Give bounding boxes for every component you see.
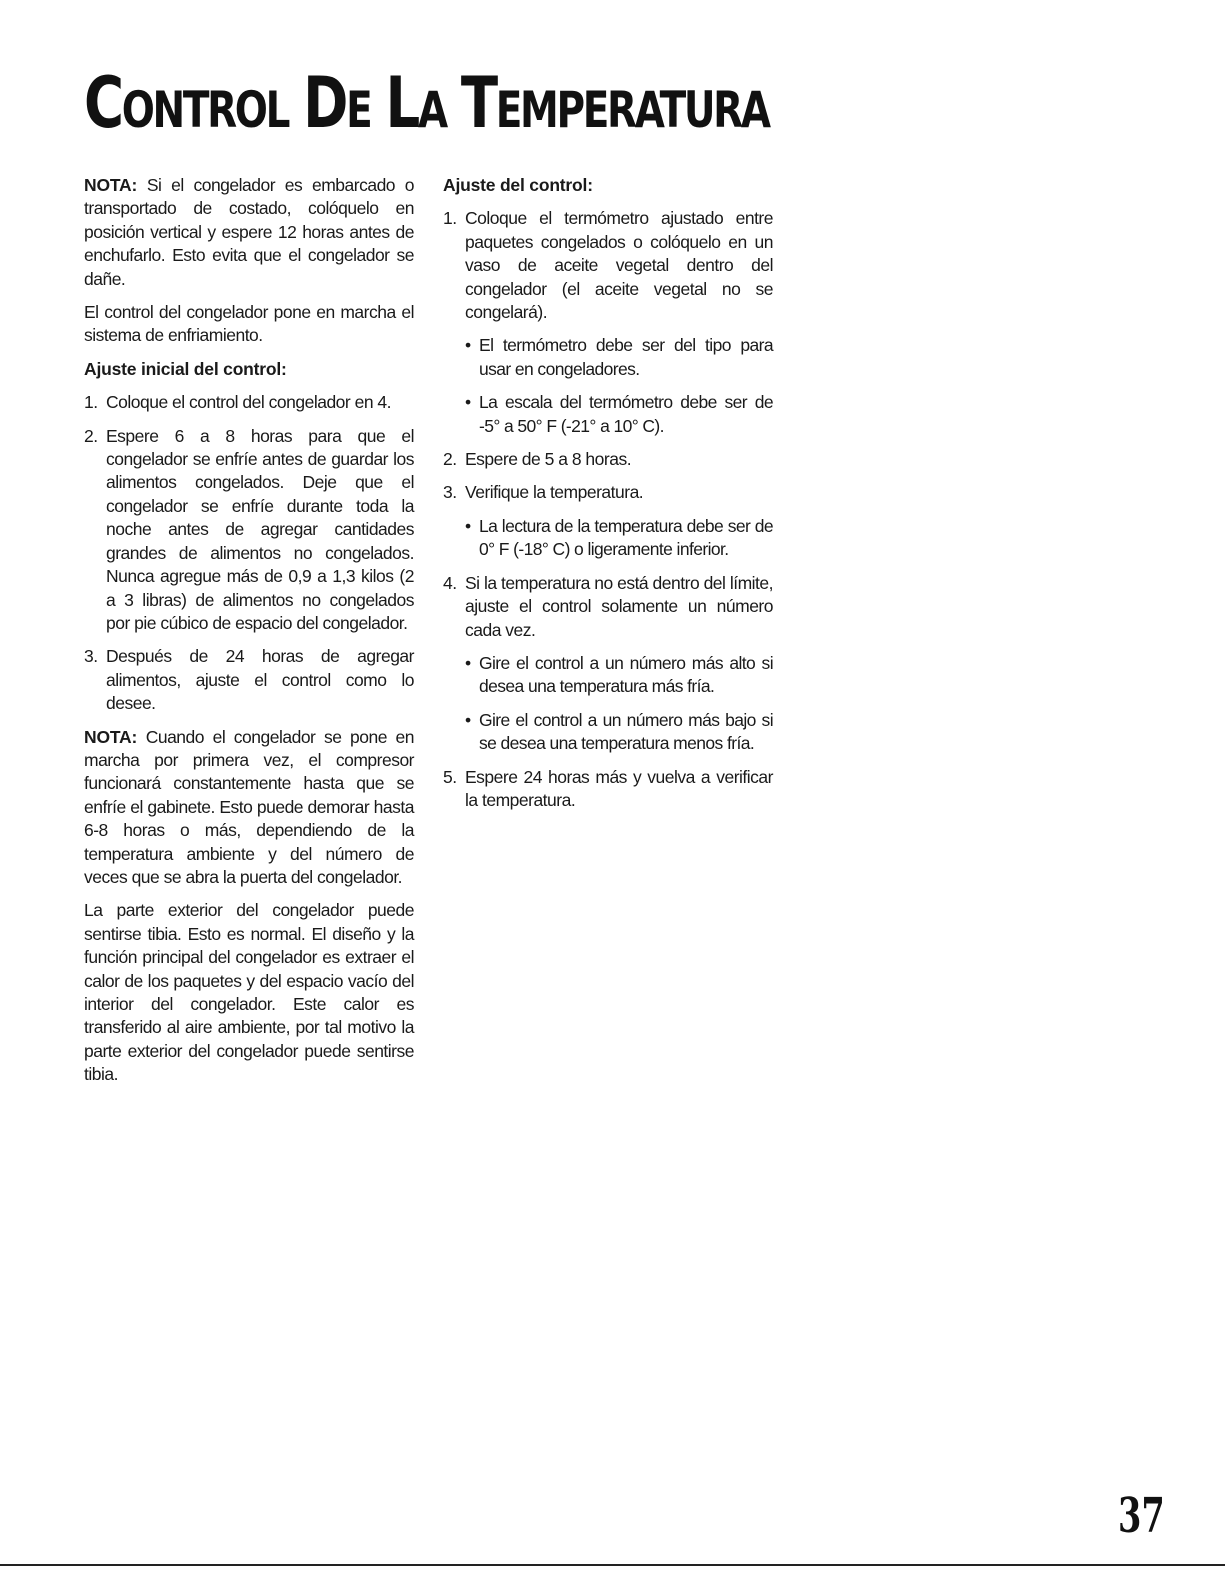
title-letter: C xyxy=(84,62,122,144)
title-letter: L xyxy=(385,62,418,144)
list-item xyxy=(443,572,773,642)
title-word: E xyxy=(346,81,371,139)
list-item xyxy=(84,425,414,636)
list-item xyxy=(84,645,414,715)
title-word: ONTROL xyxy=(121,81,289,139)
bullet-item xyxy=(465,652,773,699)
bullet-text: Gire el control a un número más bajo si se desea una temperatura menos fría. xyxy=(479,709,773,754)
note-paragraph xyxy=(84,726,414,890)
step-number: 1. xyxy=(443,208,457,229)
step-text: Verifique la temperatura. xyxy=(465,482,644,503)
intro-paragraph: El control del congelador pone en marcha el sistema de enfriamiento. xyxy=(84,302,414,346)
note-text: Cuando el congelador se pone en marcha por primera vez, el compresor funcionará constantemente hasta que se enfríe el gabinete. Esto puede demorar hasta 6-8 horas o más, dependiendo de la temperatura ambiente y del número de veces que se abra la puerta del congelador. xyxy=(84,726,414,887)
step-text: Espere 24 horas más y vuelva a verificar la temperatura. xyxy=(465,766,773,810)
section-heading-initial-setting: Ajuste inicial del control: xyxy=(84,358,287,379)
bullet-icon: • xyxy=(465,709,471,730)
list-item xyxy=(443,207,773,324)
body-paragraph: La parte exterior del congelador puede sentirse tibia. Esto es normal. El diseño y la función principal del congelador es extraer el calor de los paquetes y del espacio vacío del interior del congelador. Este calor es transferido al aire ambiente, por tal motivo la parte exterior del congelador puede sentirse tibia. xyxy=(84,900,414,1085)
bullet-icon: • xyxy=(465,392,471,413)
bullet-text: Gire el control a un número más alto si desea una temperatura más fría. xyxy=(479,652,773,697)
bullet-icon: • xyxy=(465,335,471,356)
title-word: A xyxy=(417,81,446,139)
bullet-item xyxy=(465,709,773,756)
step-number: 2. xyxy=(84,425,98,446)
bottom-divider xyxy=(0,1564,1225,1566)
step-text: Si la temperatura no está dentro del límite, ajuste el control solamente un número cada vez. xyxy=(465,572,773,640)
left-column xyxy=(84,174,414,1097)
note-label: NOTA: xyxy=(84,726,138,747)
step-number: 2. xyxy=(443,449,457,470)
bullet-icon: • xyxy=(465,652,471,673)
step-text: Después de 24 horas de agregar alimentos, ajuste el control como lo desee. xyxy=(106,646,414,714)
step-text: Espere 6 a 8 horas para que el congelador se enfríe antes de guardar los alimentos congelados. Deje que el congelador se enfríe durante toda la noche antes de agregar cantidades grandes de alimentos no congelados. Nunca agregue más de 0,9 a 1,3 kilos (2 a 3 libras) de alimentos no congelados por pie cúbico de espacio del congelador. xyxy=(106,425,414,633)
bullet-item xyxy=(465,391,773,438)
bullet-item xyxy=(465,515,773,562)
title-word: EMPERATURA xyxy=(495,81,769,139)
step-number: 5. xyxy=(443,766,457,787)
step-text: Coloque el termómetro ajustado entre paquetes congelados o colóquelo en un vaso de aceite vegetal dentro del congelador (el aceite vegetal no se congelará). xyxy=(465,208,773,323)
title-letter: T xyxy=(460,62,496,144)
step-number: 3. xyxy=(443,482,457,503)
bullet-text: La escala del termómetro debe ser de -5° a 50° F (-21° a 10° C). xyxy=(479,392,773,436)
step-number: 3. xyxy=(84,646,98,667)
bullet-text: La lectura de la temperatura debe ser de 0° F (-18° C) o ligeramente inferior. xyxy=(479,515,773,560)
step-text: Espere de 5 a 8 horas. xyxy=(465,449,632,470)
list-item xyxy=(84,391,414,414)
list-item xyxy=(443,766,773,813)
bullet-text: El termómetro debe ser del tipo para usar en congeladores. xyxy=(479,335,773,379)
list-item xyxy=(443,481,773,504)
step-number: 1. xyxy=(84,392,98,413)
list-item xyxy=(443,448,773,471)
bullet-icon: • xyxy=(465,515,471,536)
title-letter: D xyxy=(303,62,347,144)
note-text: Si el congelador es embarcado o transportado de costado, colóquelo en posición vertical y espere 12 horas antes de enchufarlo. Esto evita que el congelador se dañe. xyxy=(84,175,414,289)
section-heading-control-setting: Ajuste del control: xyxy=(443,175,593,195)
bullet-item xyxy=(465,334,773,381)
page-title xyxy=(84,62,769,144)
note-paragraph xyxy=(84,174,414,291)
step-number: 4. xyxy=(443,572,457,593)
right-column xyxy=(443,174,773,822)
page-number: 37 xyxy=(1118,1488,1165,1544)
note-label: NOTA: xyxy=(84,175,138,195)
step-text: Coloque el control del congelador en 4. xyxy=(106,392,392,413)
